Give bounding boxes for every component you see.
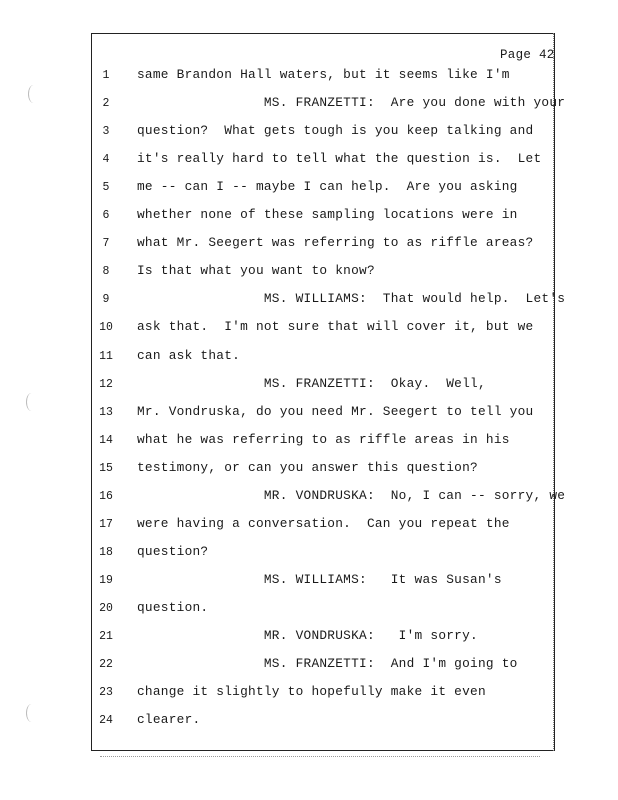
- transcript-line: [0, 348, 618, 368]
- transcript-line: [0, 319, 618, 339]
- line-text: MS. WILLIAMS: That would help. Let's: [137, 291, 566, 307]
- line-number: 9: [102, 293, 110, 307]
- line-text: same Brandon Hall waters, but it seems like I'm: [137, 67, 510, 82]
- line-number: 3: [102, 125, 110, 139]
- line-text: can ask that.: [137, 347, 241, 363]
- transcript-line: [0, 263, 618, 283]
- line-text: MR. VONDRUSKA: I'm sorry.: [137, 628, 478, 643]
- transcript-line: [0, 684, 618, 704]
- line-number: 5: [102, 181, 110, 195]
- line-text: what Mr. Seegert was referring to as riffle areas?: [137, 235, 534, 251]
- transcript-line: [0, 67, 618, 87]
- transcript-line: [0, 207, 618, 227]
- transcript-line: [0, 404, 618, 424]
- line-text: Is that what you want to know?: [137, 263, 375, 279]
- transcript-line: [0, 712, 618, 732]
- line-number: 23: [99, 686, 113, 700]
- transcript-line: [0, 432, 618, 452]
- line-number: 17: [99, 517, 113, 531]
- line-text: were having a conversation. Can you repeat the: [137, 515, 510, 531]
- line-text: me -- can I -- maybe I can help. Are you asking: [137, 179, 518, 195]
- line-number: 1: [102, 69, 110, 82]
- line-text: question.: [137, 599, 209, 615]
- transcript-line: [0, 235, 618, 255]
- transcript-line: [0, 628, 618, 648]
- line-number: 20: [99, 601, 113, 615]
- transcript-line: [0, 123, 618, 143]
- line-text: clearer.: [137, 712, 201, 728]
- line-text: question? What gets tough is you keep talking and: [137, 123, 534, 139]
- transcript-line: [0, 376, 618, 396]
- line-number: 13: [99, 405, 113, 419]
- transcript-line: [0, 656, 618, 676]
- line-number: 16: [99, 489, 113, 503]
- line-number: 11: [99, 349, 113, 363]
- line-text: ask that. I'm not sure that will cover it, but we: [137, 319, 534, 335]
- line-text: testimony, or can you answer this question?: [137, 459, 478, 475]
- transcript-line: [0, 516, 618, 536]
- line-number: 21: [99, 630, 113, 643]
- transcript-line: [0, 544, 618, 564]
- line-number: 2: [102, 97, 110, 111]
- transcript-line: [0, 460, 618, 480]
- line-number: 12: [99, 377, 113, 391]
- line-number: 24: [99, 714, 113, 728]
- line-text: question?: [137, 543, 209, 559]
- line-number: 10: [99, 321, 113, 335]
- line-text: change it slightly to hopefully make it even: [137, 684, 486, 700]
- line-text: MS. FRANZETTI: Okay. Well,: [137, 375, 486, 391]
- transcript-line: [0, 151, 618, 171]
- line-number: 19: [99, 573, 113, 587]
- line-text: MR. VONDRUSKA: No, I can -- sorry, we: [137, 487, 566, 503]
- line-text: whether none of these sampling locations were in: [137, 207, 518, 223]
- line-number: 22: [99, 658, 113, 672]
- line-number: 8: [102, 265, 110, 279]
- page-number: Page 42: [500, 48, 555, 62]
- transcript-line: [0, 291, 618, 311]
- line-number: 15: [99, 461, 113, 475]
- line-text: what he was referring to as riffle areas in his: [137, 431, 510, 447]
- line-text: MS. FRANZETTI: And I'm going to: [137, 656, 518, 672]
- line-text: Mr. Vondruska, do you need Mr. Seegert to tell you: [137, 403, 534, 419]
- transcript-line: [0, 572, 618, 592]
- line-number: 18: [99, 545, 113, 559]
- scan-artifact-line: [100, 756, 540, 757]
- line-text: MS. FRANZETTI: Are you done with your: [137, 95, 566, 111]
- line-text: MS. WILLIAMS: It was Susan's: [137, 571, 502, 587]
- transcript-line: [0, 179, 618, 199]
- line-text: it's really hard to tell what the question is. Let: [137, 151, 542, 167]
- transcript-line: [0, 95, 618, 115]
- transcript-line: [0, 488, 618, 508]
- line-number: 7: [102, 237, 110, 251]
- line-number: 14: [99, 433, 113, 447]
- transcript-line: [0, 600, 618, 620]
- line-number: 6: [102, 209, 110, 223]
- line-number: 4: [102, 153, 110, 167]
